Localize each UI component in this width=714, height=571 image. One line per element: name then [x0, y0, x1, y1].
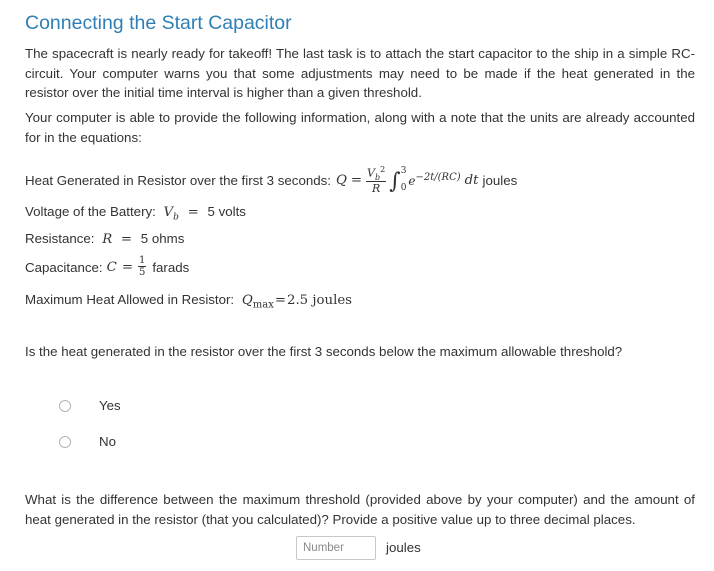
exponential: $e^{-2t/(RC)}$ — [408, 172, 461, 188]
intro-paragraph: The spacecraft is nearly ready for takeoff! The last task is to attach the start capacitor to the ship in a simple RC-circuit. Your computer warns you that some adjustments may need to be made if the heat generated in the resistor over the initial time interval is higher than a given threshold. — [25, 46, 695, 100]
integral-sign: ∫ — [389, 168, 401, 194]
voltage-fraction: $\frac{V_b^2}{R}$ — [367, 164, 386, 196]
option-no-label: No — [99, 434, 116, 449]
resistance-label: Resistance: — [25, 231, 95, 246]
radio-yes[interactable] — [59, 400, 71, 412]
option-yes-label: Yes — [99, 398, 121, 413]
integral-limits: 3 0 — [400, 166, 407, 193]
capacitance-row: Capacitance: C = $\frac{1}{5}$ farads — [25, 255, 190, 278]
option-yes[interactable] — [59, 398, 121, 413]
max-heat-value: 2.5 joules — [287, 293, 353, 308]
resistance-row: Resistance: R = 5 ohms — [25, 231, 185, 247]
heat-label: Heat Generated in Resistor over the first 3 seconds: — [25, 172, 331, 188]
radio-no[interactable] — [59, 436, 71, 448]
resistance-value: 5 ohms — [140, 231, 185, 246]
max-heat-row: Maximum Heat Allowed in Resistor: $Q_{max}=2.5$ joules — [25, 292, 353, 311]
question-difference: What is the difference between the maximum threshold (provided above by your computer) and the amount of heat generated in the resistor (that you calculated)? Provide a positive value up to three decimal places. — [25, 492, 695, 527]
heat-unit: joules — [482, 172, 518, 188]
page-title: Connecting the Start Capacitor — [25, 12, 292, 34]
capacitance-unit: farads — [152, 259, 190, 275]
voltage-value: 5 volts — [207, 204, 246, 219]
question-threshold: Is the heat generated in the resistor over the first 3 seconds below the maximum allowable threshold? — [25, 344, 623, 359]
heat-formula: Q — [335, 172, 347, 188]
voltage-row: Voltage of the Battery: $V_b = 5$ volts — [25, 204, 246, 223]
info-paragraph: Your computer is able to provide the following information, along with a note that the units are already accounted for in the equations: — [25, 110, 695, 145]
answer-number-input[interactable] — [296, 536, 376, 560]
capacitance-fraction: $\frac{1}{5}$ — [138, 255, 146, 278]
max-heat-label: Maximum Heat Allowed in Resistor: — [25, 292, 235, 307]
capacitance-label: Capacitance: — [25, 259, 103, 275]
answer-unit: joules — [386, 540, 421, 555]
heat-generated-row: Heat Generated in Resistor over the first 3 seconds: Q = $\frac{V_b^2}{R}$ ∫ 3 0 $e^{-2t/(RC)}$ dt joules — [25, 164, 518, 196]
voltage-label: Voltage of the Battery: — [25, 204, 156, 219]
option-no[interactable] — [59, 434, 116, 449]
